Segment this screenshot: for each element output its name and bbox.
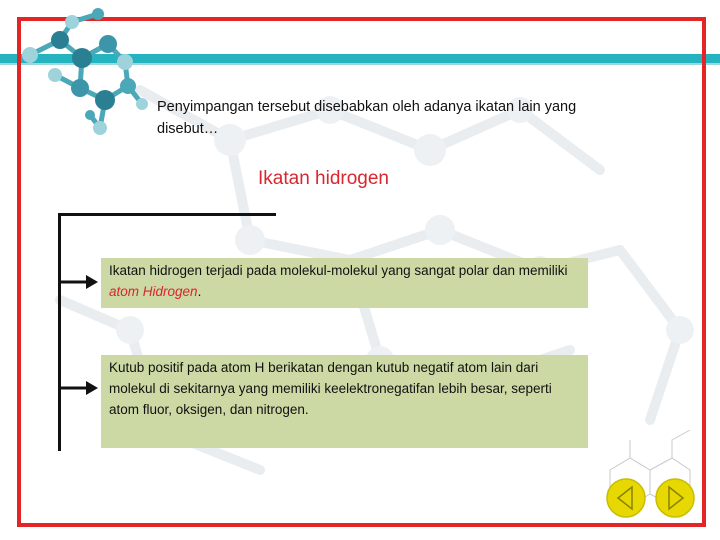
definition-highlight: atom Hidrogen bbox=[109, 284, 198, 299]
arrow-right-icon bbox=[58, 378, 100, 398]
explanation-text: Kutub positif pada atom H berikatan dengan kutub negatif atom lain dari molekul di sekitarnya yang memiliki keelektronegatifan lebih besar, seperti atom fluor, oksigen, dan nitrogen. bbox=[109, 360, 552, 417]
topic-heading: Ikatan hidrogen bbox=[258, 168, 389, 189]
prev-slide-button[interactable] bbox=[605, 477, 647, 519]
explanation-box bbox=[101, 355, 588, 448]
definition-text: Ikatan hidrogen terjadi pada molekul-molekul yang sangat polar dan memiliki bbox=[109, 263, 568, 278]
definition-end: . bbox=[197, 284, 202, 299]
bracket-top-line bbox=[59, 213, 276, 216]
definition-box bbox=[101, 258, 588, 308]
next-slide-button[interactable] bbox=[654, 477, 696, 519]
bracket-left-line bbox=[58, 213, 61, 451]
arrow-right-icon bbox=[58, 272, 100, 292]
intro-text: Penyimpangan tersebut disebabkan oleh adanya ikatan lain yang disebut… bbox=[157, 99, 577, 137]
